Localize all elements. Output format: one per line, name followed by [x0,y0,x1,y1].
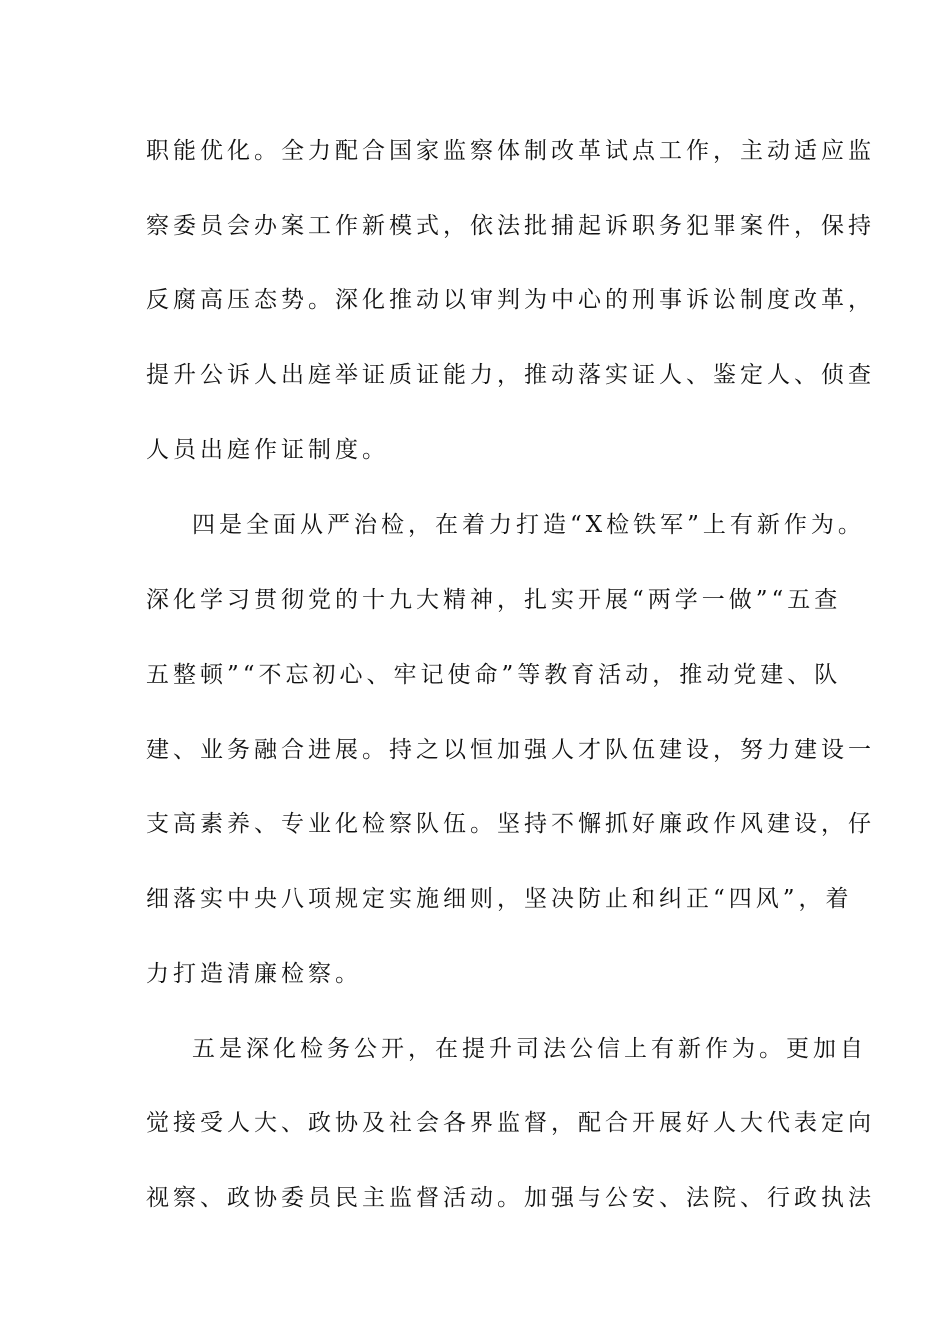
text-line: 反腐高压态势。深化推动以审判为中心的刑事诉讼制度改革， [146,287,875,313]
text-line: 觉接受人大、政协及社会各界监督，配合开展好人大代表定向 [146,1110,875,1136]
text-line: 细落实中央八项规定实施细则，坚决防止和纠正“四风”，着 [146,886,853,912]
text-line: 五是深化检务公开，在提升司法公信上有新作为。更加自 [192,1036,867,1062]
text-line: 提升公诉人出庭举证质证能力，推动落实证人、鉴定人、侦查 [146,362,875,388]
text-line: 支高素养、专业化检察队伍。坚持不懈抓好廉政作风建设，仔 [146,811,875,837]
text-line: 深化学习贯彻党的十九大精神，扎实开展“两学一做”“五查 [146,587,842,613]
text-line: 视察、政协委员民主监督活动。加强与公安、法院、行政执法 [146,1185,875,1211]
text-line: 职能优化。全力配合国家监察体制改革试点工作，主动适应监 [146,138,875,164]
text-line: 人员出庭作证制度。 [146,437,389,463]
text-line: 建、业务融合进展。持之以恒加强人才队伍建设，努力建设一 [146,737,875,763]
text-line: 五整顿”“不忘初心、牢记使命”等教育活动，推动党建、队 [146,662,842,688]
text-line: 察委员会办案工作新模式，依法批捕起诉职务犯罪案件，保持 [146,213,875,239]
text-line: 力打造清廉检察。 [146,961,362,987]
text-line: 四是全面从严治检，在着力打造“X检铁军”上有新作为。 [192,512,865,538]
